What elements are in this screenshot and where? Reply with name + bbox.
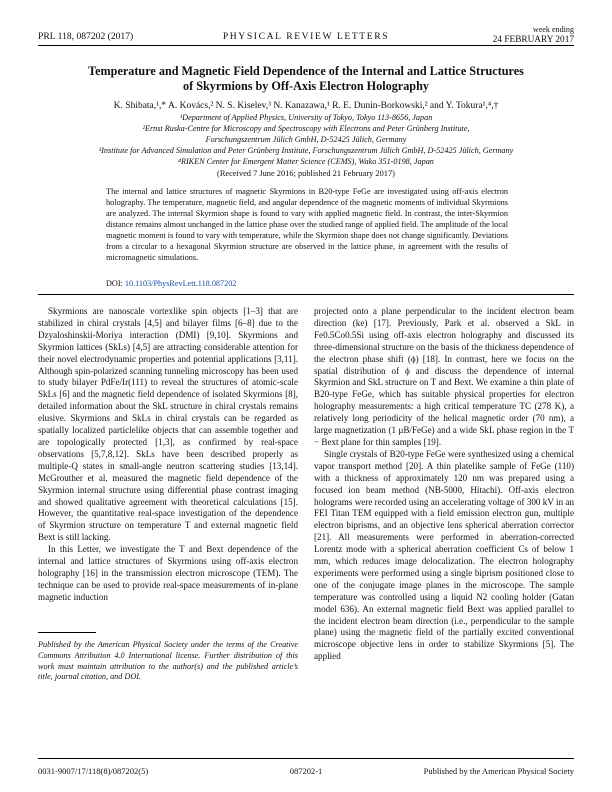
abstract-rule (38, 294, 574, 295)
footer-rule (38, 758, 574, 759)
doi-line (106, 279, 236, 288)
body-paragraph: In this Letter, we investigate the T and Bext dependence of the internal and lattice structures of Skyrmions using off-axis electron holography [16] in the transmission electron microscope (TEM). The technique can be used to provide real-space measurements of in-plane magnetic induction (38, 544, 298, 602)
week-ending-label: week ending (532, 25, 574, 34)
affiliation: ⁴RIKEN Center for Emergent Matter Science (CEMS), Wako 351-0198, Japan (178, 157, 434, 166)
doi-link[interactable]: 10.1103/PhysRevLett.118.087202 (124, 279, 237, 288)
body-paragraph: Skyrmions are nanoscale vortexlike spin objects [1–3] that are stabilized in chiral crystals [4,5] and bilayer films [6–8] due to the Dzyaloshinskii-Moriya interaction (DMI) [9,10]. Skyrmions and Skyrmion lattices (SkLs) [4,5] are attracting considerable attention for their novel electrodynamic properties and potential applications [3,11]. Although spin-polarized scanning tunneling microscopy has been used to study bilayer PdFe/Ir(111) to reveal the structures of atomic-scale SkLs [6] and the magnetic field dependence of isolated Skyrmions [8], detailed information about the SkL structure in chiral crystals remains elusive. Skyrmions and SkLs in chiral crystals can be regarded as spatially localized particlelike objects that can assemble together and are topologically protected [1,3], as confirmed by real-space observations [5,7,8,12]. SkLs have been described properly as multiple-Q states in small-angle neutron scattering studies [13,14]. McGrouther et al. measured the magnetic field dependence of the Skyrmion internal structure using differential phase contrast imaging and showed qualitative agreement with theoretical calculations [15]. However, the quantitative real-space investigation of the dependence of Skyrmion structure on temperature T and external magnetic field Bext is still lacking. (38, 306, 298, 543)
body-paragraph: Single crystals of B20-type FeGe were synthesized using a chemical vapor transport method [20]. A thin platelike sample of FeGe (110) with a thickness of approximately 120 nm was prepared using a focused ion beam method (NB-5000, Hitachi). Off-axis electron holograms were recorded using an accelerating voltage of 300 kV in an FEI Titan TEM equipped with a field emission electron gun, multiple electron biprisms, and an objective lens spherical aberration corrector [21]. All measurements were performed in aberration-corrected Lorentz mode with a spherical aberration coefficient Cs of below 1 mm, which reduces image delocalization. The electron holography experiments were performed using a single biprism positioned close to one of the conjugate image planes in the microscope. The sample temperature was controlled using a liquid N2 cooling holder (Gatan model 636). An external magnetic field Bext was applied parallel to the incident electron beam direction (i.e., perpendicular to the sample plane) using the magnetic field of the partially excited conventional microscope objective lens in order to stabilize Skyrmions [5]. The applied (314, 448, 574, 662)
abstract: The internal and lattice structures of magnetic Skyrmions in B20-type FeGe are investigated using off-axis electron holography. The temperature, magnetic field, and angular dependence of the magnetic moments of individual Skyrmions are analyzed. The internal Skyrmion shape is found to vary with applied magnetic field. In contrast, the inter-Skyrmion distance remains almost unchanged in the lattice phase over the studied range of applied field. The amplitude of the local magnetic moment is found to vary with temperature, while the Skyrmion shape does not change significantly. Deviations from a circular to a hexagonal Skyrmion structure are observed in the lattice phase, in agreement with the results of micromagnetic simulations. (106, 187, 508, 262)
article-title (60, 64, 552, 93)
author-list: K. Shibata,¹,* A. Kovács,² N. S. Kiselev,³ N. Kanazawa,¹ R. E. Dunin-Borkowski,² and Y. Tokura¹,⁴,† (113, 101, 499, 111)
title-line: Temperature and Magnetic Field Dependence of the Internal and Lattice Structures (88, 64, 524, 78)
title-line: of Skyrmions by Off-Axis Electron Holography (183, 78, 429, 93)
received-dates: (Received 7 June 2016; published 21 February 2017) (217, 169, 395, 178)
affiliation: ¹Department of Applied Physics, University of Tokyo, Tokyo 113-8656, Japan (179, 113, 433, 122)
affiliation: Forschungszentrum Jülich GmbH, D-52425 Jülich, Germany (205, 135, 407, 144)
affiliation: ³Institute for Advanced Simulation and Peter Grünberg Institute, Forschungszentrum Jülich GmbH, D-52425 Jülich, Germany (98, 146, 514, 155)
license-footnote: Published by the American Physical Society under the terms of the Creative Commons Attribution 4.0 International license. Further distribution of this work must maintain attribution to the author(s) and the published article’s title, journal citation, and DOI. (38, 640, 298, 682)
journal-reference: PRL 118, 087202 (2017) (38, 31, 134, 42)
issue-date-value: 24 FEBRUARY 2017 (492, 35, 574, 45)
left-column (38, 306, 298, 604)
footer-issn: 0031-9007/17/118(8)/087202(5) (38, 766, 149, 776)
doi-label: DOI: (106, 279, 123, 288)
body-paragraph: projected onto a plane perpendicular to the incident electron beam direction (ke) [17]. Previously, Park et al. observed a SkL in Fe0.5Co0.5Si using off-axis electron holography and discussed its three-dimensional structure on the basis of the thickness dependence of the electron phase shift (ϕ) [18]. In contrast, here we focus on the spatial distribution of ϕ and discuss the dependence of internal Skyrmion and SkL structure on T and Bext. We examine a thin plate of B20-type FeGe, which has suitable physical properties for electron holography measurements: a high critical temperature TC (278 K), a relatively long periodicity of the helical magnetic order (70 nm), a large magnetization (1 μB/FeGe) and a wide SkL phase region in the T − Bext plane for thin samples [19]. (314, 306, 574, 447)
footnote-rule (38, 632, 96, 633)
issue-date (493, 25, 574, 45)
journal-name: PHYSICAL REVIEW LETTERS (222, 31, 390, 42)
header-rule (38, 45, 574, 46)
page-number: 087202-1 (289, 766, 323, 776)
footer-publisher: Published by the American Physical Society (423, 766, 574, 776)
right-column (314, 306, 574, 663)
affiliation: ²Ernst Ruska-Centre for Microscopy and Spectroscopy with Electrons and Peter Grünberg Institute, (142, 124, 470, 133)
